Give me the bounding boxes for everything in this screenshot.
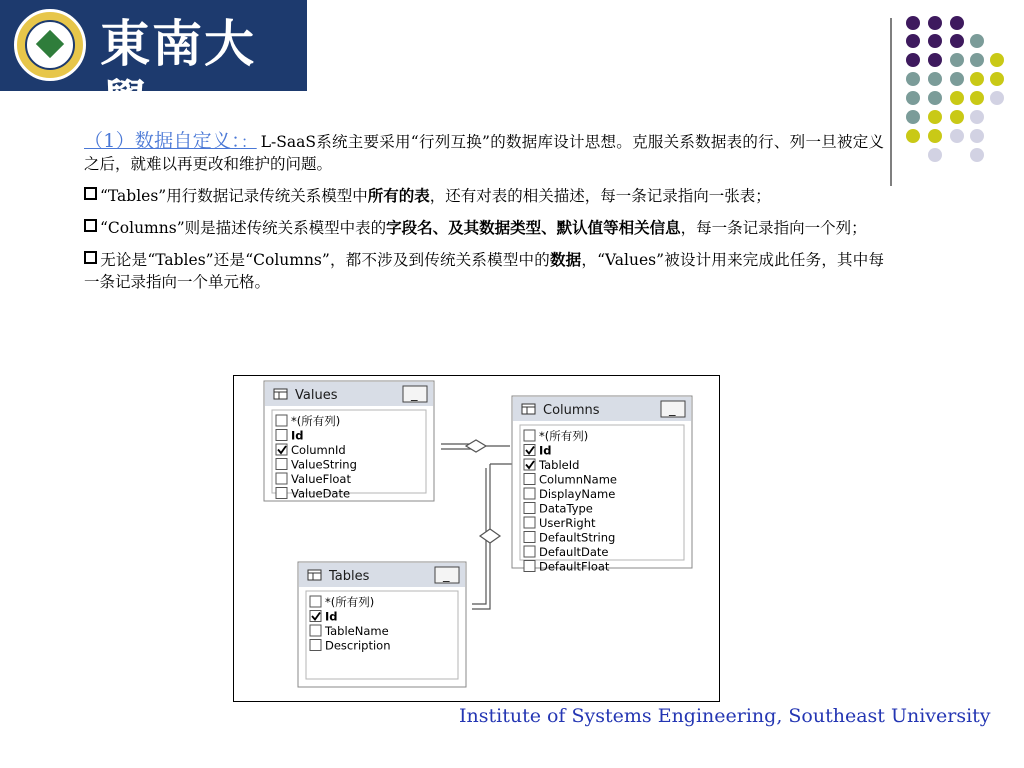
field-row[interactable] — [524, 502, 593, 516]
field-row[interactable] — [276, 414, 340, 428]
square-bullet-icon — [84, 219, 97, 232]
field-name: TableName — [325, 624, 389, 638]
emblem-inner-ring — [25, 20, 75, 70]
field-checkbox[interactable] — [276, 415, 287, 426]
decorative-dot — [928, 34, 942, 48]
table-tables[interactable] — [298, 562, 466, 687]
field-name: ValueString — [291, 457, 357, 472]
field-name: Description — [325, 638, 391, 653]
university-emblem-icon — [14, 9, 86, 81]
decorative-dot — [950, 110, 964, 124]
field-row[interactable] — [276, 487, 350, 501]
decorative-dot — [970, 53, 984, 67]
field-checkbox[interactable] — [276, 473, 287, 484]
table-columns[interactable] — [512, 396, 692, 574]
university-logo-banner — [0, 0, 307, 133]
field-name: DisplayName — [539, 487, 616, 501]
field-checkbox[interactable] — [524, 474, 535, 485]
decorative-dot — [970, 148, 984, 162]
field-checkbox[interactable] — [310, 640, 321, 651]
decorative-dot — [906, 91, 920, 105]
bullet-bold-text: 所有的表 — [367, 186, 430, 205]
field-checkbox[interactable] — [524, 517, 535, 528]
decorative-dot — [950, 53, 964, 67]
emblem-shield-icon — [36, 30, 64, 58]
bullet-text: “Tables”用行数据记录传统关系模型中 — [100, 187, 368, 205]
minimize-label: _ — [669, 402, 676, 417]
decorative-dot — [950, 34, 964, 48]
square-bullet-icon — [84, 187, 97, 200]
field-checkbox[interactable] — [310, 596, 321, 607]
decorative-dot — [950, 91, 964, 105]
decorative-dot — [990, 72, 1004, 86]
field-checkbox[interactable] — [524, 430, 535, 441]
table-grid-icon — [522, 404, 535, 414]
table-grid-icon — [274, 389, 287, 399]
intro-text: L-SaaS系统主要采用“行列互换”的数据库设计思想。克服关系数据表的行、列一旦被定义之后，就难以再更改和维护的问题。 — [84, 133, 884, 173]
decorative-dot — [970, 34, 984, 48]
relationship-diamond-icon — [480, 529, 500, 543]
slide-content — [84, 130, 884, 303]
decorative-dot — [970, 91, 984, 105]
table-title: Values — [295, 388, 338, 403]
decorative-dot — [950, 16, 964, 30]
decorative-dot — [970, 72, 984, 86]
decorative-dot — [906, 16, 920, 30]
decorative-dot — [928, 129, 942, 143]
decorative-dot — [928, 16, 942, 30]
decorative-dot — [906, 72, 920, 86]
bullet-bold-text: 数据 — [549, 250, 582, 269]
minimize-button[interactable] — [403, 386, 427, 402]
field-checkbox[interactable] — [276, 430, 287, 441]
bullet-values — [84, 249, 884, 293]
field-row[interactable] — [276, 472, 351, 486]
decorative-dot — [990, 91, 1004, 105]
field-row[interactable] — [524, 516, 596, 530]
field-row[interactable] — [276, 443, 346, 457]
decorative-dot — [906, 110, 920, 124]
bullet-text: ，每一条记录指向一个列； — [680, 219, 867, 237]
decorative-divider — [890, 18, 892, 186]
section-heading: （1）数据自定义： — [84, 130, 241, 152]
field-name: Id — [291, 428, 304, 443]
decorative-dot — [990, 53, 1004, 67]
database-diagram — [233, 375, 720, 702]
table-title: Columns — [543, 403, 600, 418]
field-name: *(所有列) — [325, 595, 375, 609]
intro-paragraph — [84, 130, 884, 175]
bullet-text: 无论是“Tables”还是“Columns”，都不涉及到传统关系模型中的 — [100, 251, 550, 269]
minimize-label: _ — [443, 568, 450, 583]
heading-colon: ： — [240, 133, 257, 151]
bullet-text: ，还有对表的相关描述，每一条记录指向一张表； — [429, 187, 771, 205]
field-checkbox[interactable] — [524, 561, 535, 572]
bullet-bold-text: 字段名、及其数据类型、默认值等相关信息 — [386, 218, 681, 237]
field-checkbox[interactable] — [524, 546, 535, 557]
field-name: DataType — [539, 501, 593, 516]
minimize-button[interactable] — [661, 401, 685, 417]
field-name: DefaultString — [539, 530, 616, 545]
field-name: ColumnId — [291, 443, 346, 457]
database-diagram-svg — [234, 376, 719, 701]
decorative-dot — [928, 53, 942, 67]
decorative-dot — [906, 53, 920, 67]
field-name: ColumnName — [539, 472, 617, 487]
field-name: TableId — [539, 458, 580, 472]
relationship-diamond-icon — [466, 440, 486, 452]
decorative-dot — [928, 91, 942, 105]
field-name: DefaultDate — [539, 545, 609, 559]
field-checkbox[interactable] — [276, 488, 287, 499]
minimize-button[interactable] — [435, 567, 459, 583]
decorative-dot — [970, 129, 984, 143]
decorative-dot — [928, 110, 942, 124]
bullet-columns — [84, 217, 884, 239]
square-bullet-icon — [84, 251, 97, 264]
table-values[interactable] — [264, 381, 434, 501]
bullet-text: “Columns”则是描述传统关系模型中表的 — [100, 219, 387, 237]
field-name: UserRight — [539, 516, 596, 530]
field-row[interactable] — [524, 458, 579, 472]
table-title: Tables — [329, 569, 370, 584]
decorative-dot — [950, 129, 964, 143]
bullet-tables — [84, 185, 884, 207]
field-name: ValueDate — [291, 486, 351, 501]
field-name: *(所有列) — [291, 414, 341, 428]
decorative-dot — [906, 34, 920, 48]
field-checkbox[interactable] — [276, 459, 287, 470]
field-name: ValueFloat — [291, 472, 351, 486]
decorative-dot — [906, 129, 920, 143]
university-name: 東南大學 — [100, 14, 256, 133]
field-name: Id — [539, 443, 552, 458]
decorative-dot — [928, 72, 942, 86]
decorative-dot — [928, 148, 942, 162]
field-name: Id — [325, 609, 338, 624]
field-name: *(所有列) — [539, 429, 589, 443]
field-name: DefaultFloat — [539, 559, 610, 574]
decorative-dot — [970, 110, 984, 124]
bullet-text: ，“Values”被设计用来完成此任务，其中每一条记录指向一个单元格。 — [84, 251, 884, 291]
field-row[interactable] — [524, 429, 588, 443]
minimize-label: _ — [411, 387, 418, 402]
field-checkbox[interactable] — [524, 488, 535, 499]
table-grid-icon — [308, 570, 321, 580]
field-checkbox[interactable] — [524, 532, 535, 543]
decorative-dot — [950, 72, 964, 86]
field-row[interactable] — [310, 595, 374, 609]
field-checkbox[interactable] — [310, 625, 321, 636]
field-checkbox[interactable] — [524, 503, 535, 514]
footer-institution: Institute of Systems Engineering, Southeast University — [459, 705, 991, 727]
